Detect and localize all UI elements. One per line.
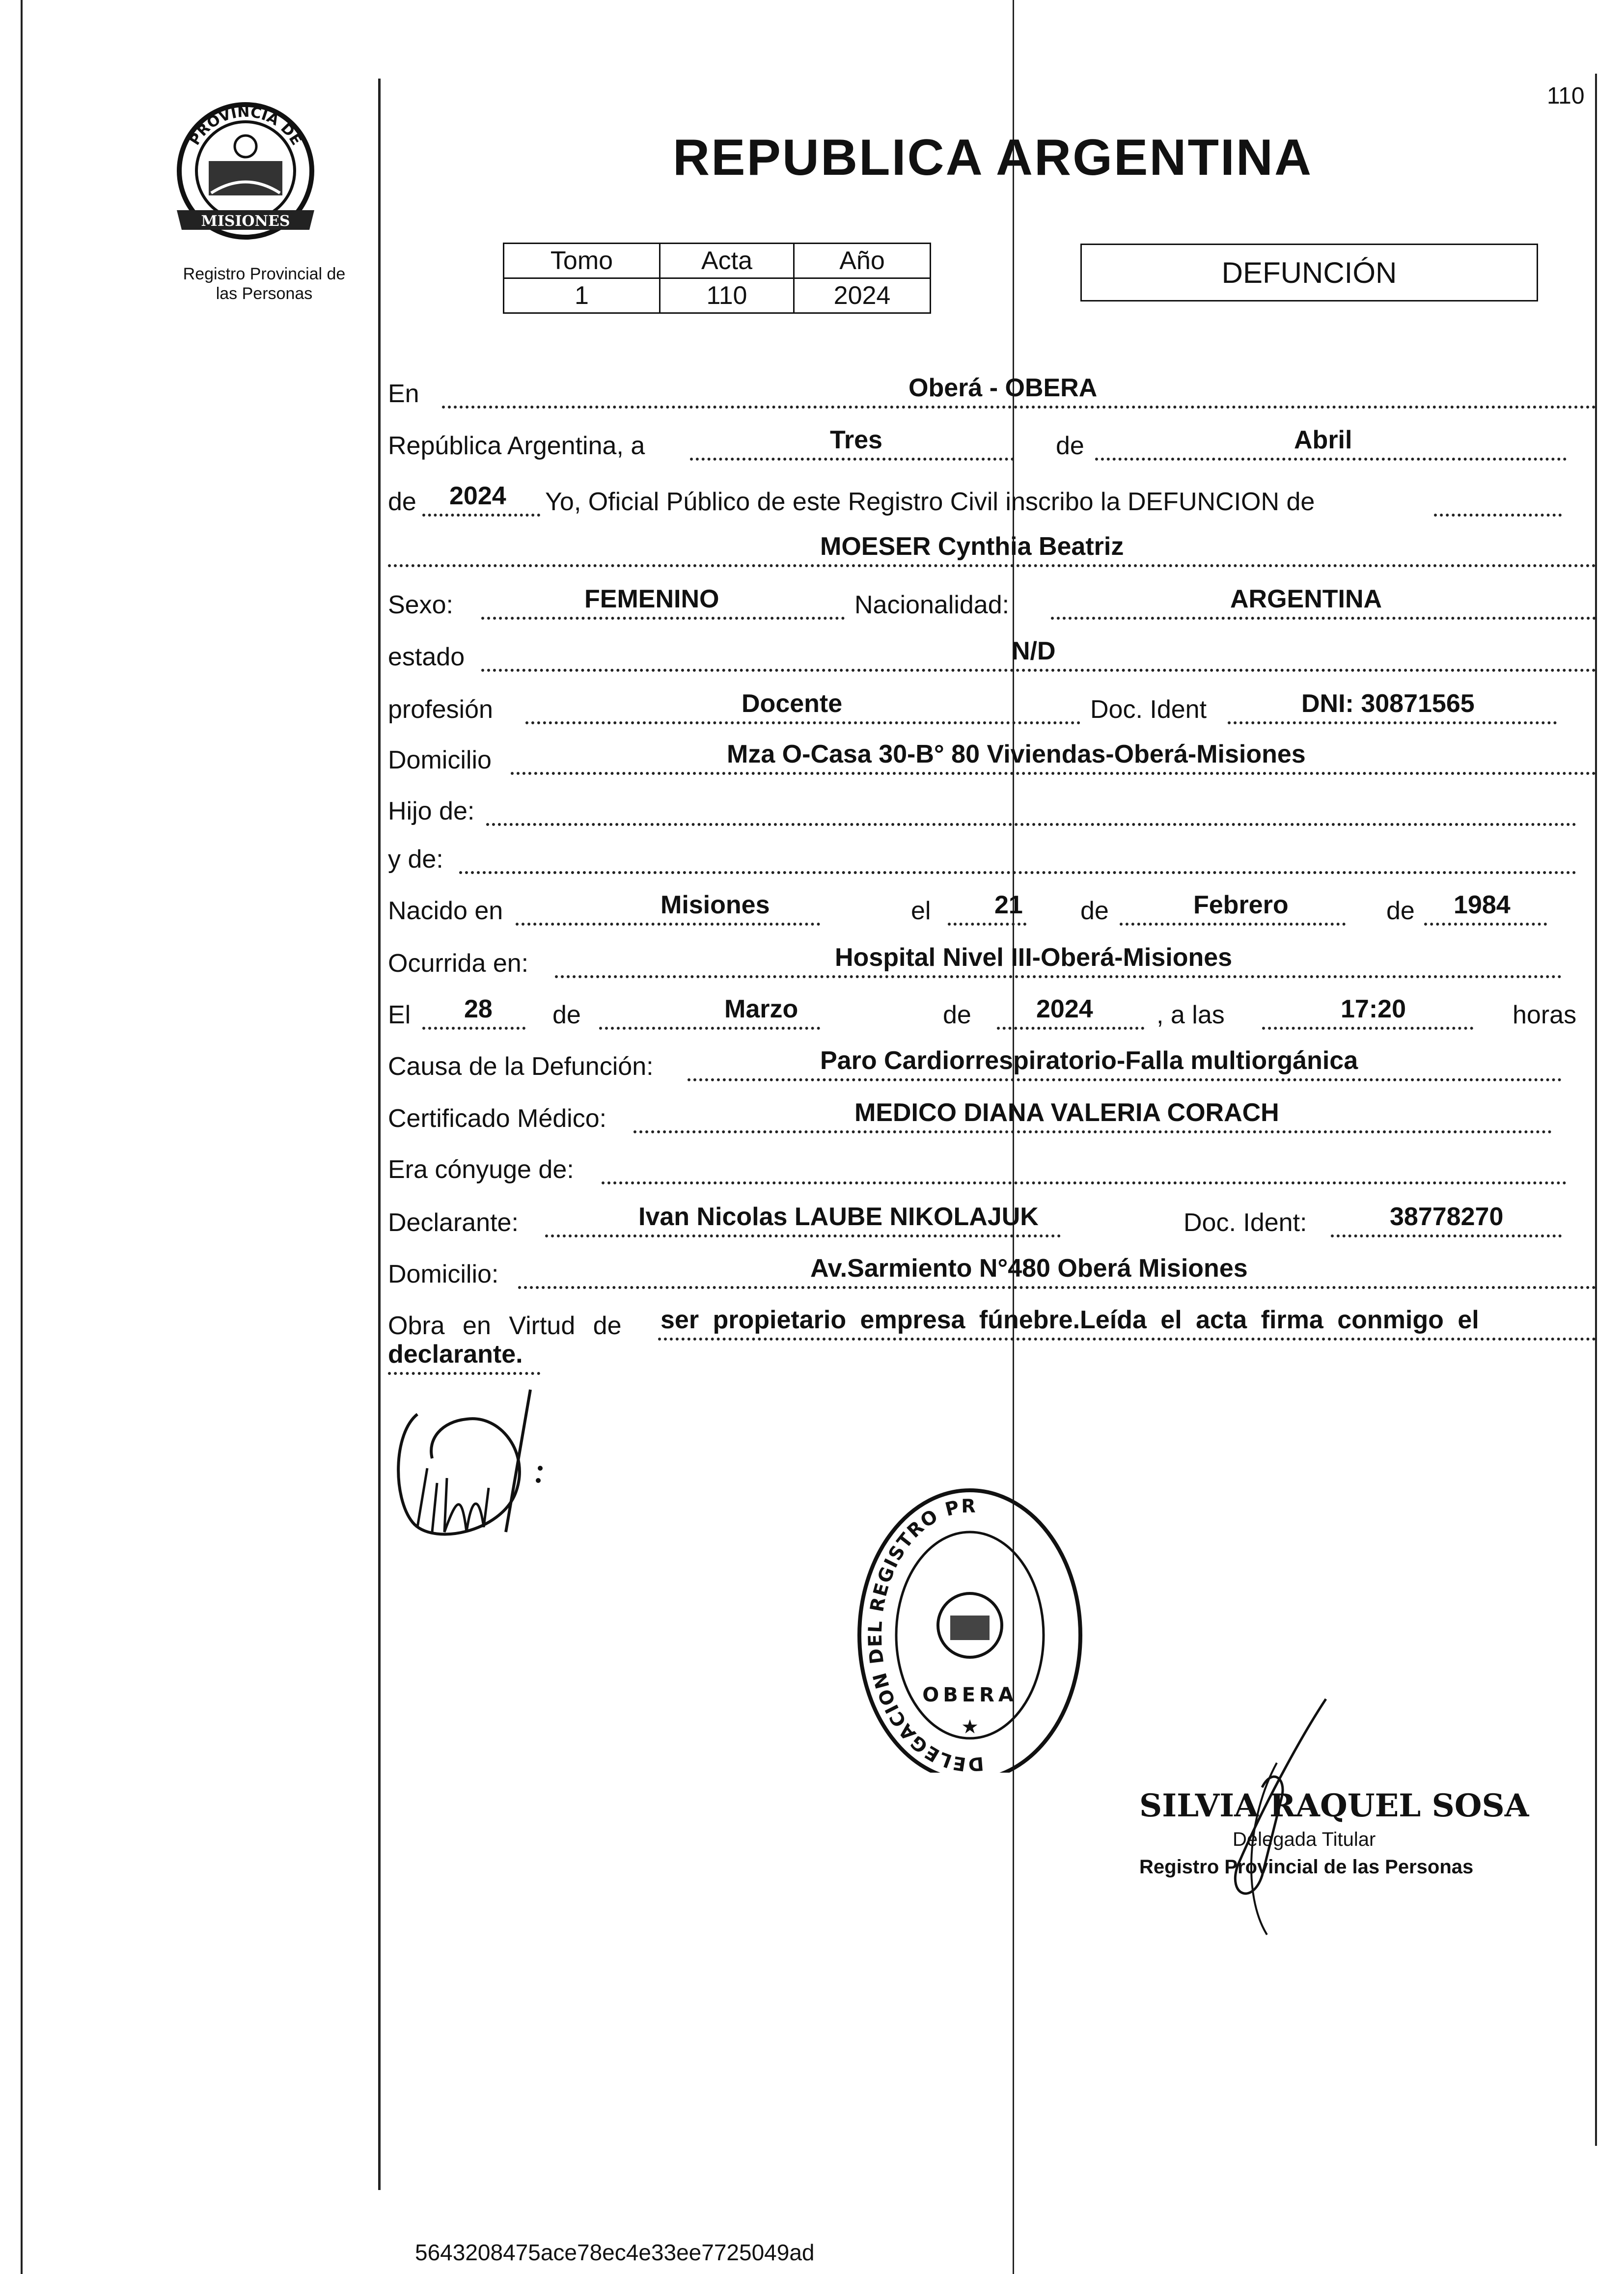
record-value-ano: 2024 xyxy=(794,278,931,313)
profesion-label: profesión xyxy=(388,695,493,724)
row-declarante-domicilio xyxy=(388,1255,1596,1289)
nacionalidad-value: ARGENTINA xyxy=(1230,585,1382,613)
month-de-label: de xyxy=(1056,432,1084,460)
row-conyuge xyxy=(388,1150,1567,1184)
record-value-acta: 110 xyxy=(660,278,794,313)
obra-value-line1: ser propietario empresa fúnebre.Leída el acta firma conmigo el xyxy=(661,1306,1479,1334)
conyuge-label: Era cónyuge de: xyxy=(388,1155,574,1184)
en-value: Oberá - OBERA xyxy=(908,374,1098,402)
declarante-value: Ivan Nicolas LAUBE NIKOLAJUK xyxy=(638,1203,1039,1231)
row-hijo xyxy=(388,792,1576,826)
certificado-label: Certificado Médico: xyxy=(388,1104,607,1133)
row-causa xyxy=(388,1047,1562,1081)
stamp-star-icon: ★ xyxy=(961,1716,979,1738)
death-el-label: El xyxy=(388,1001,411,1029)
row-deceased-name xyxy=(388,533,1596,567)
inscribo-trailing-field xyxy=(1434,484,1562,517)
hijo-field xyxy=(486,794,1576,826)
official-org: Registro Provincial de las Personas xyxy=(1139,1856,1474,1878)
republica-label: República Argentina, a xyxy=(388,432,645,460)
year-value: 2024 xyxy=(449,482,506,510)
death-de-label-1: de xyxy=(552,1001,581,1029)
nacionalidad-label: Nacionalidad: xyxy=(854,591,1010,619)
document-type: DEFUNCIÓN xyxy=(1221,256,1397,289)
birth-year: 1984 xyxy=(1454,891,1511,919)
profesion-value: Docente xyxy=(742,689,843,718)
yde-label: y de: xyxy=(388,845,443,874)
en-label: En xyxy=(388,380,419,408)
alas-label: , a las xyxy=(1156,1001,1225,1029)
record-header-acta: Acta xyxy=(660,244,794,278)
birth-de-label-1: de xyxy=(1080,897,1109,925)
causa-label: Causa de la Defunción: xyxy=(388,1052,654,1081)
death-day: 28 xyxy=(464,995,493,1023)
registry-caption-line2: las Personas xyxy=(216,284,313,303)
obra-label: Obra en Virtud de xyxy=(388,1312,622,1340)
row-nacido xyxy=(388,891,1557,926)
page-number: 110 xyxy=(1547,83,1585,109)
death-year: 2024 xyxy=(1036,995,1093,1023)
registry-caption-line1: Registro Provincial de xyxy=(183,265,346,283)
row-certificado xyxy=(388,1099,1552,1133)
center-fold-line xyxy=(1013,0,1014,2274)
certificado-value: MEDICO DIANA VALERIA CORACH xyxy=(854,1098,1279,1127)
declarant-signature xyxy=(383,1370,560,1552)
svg-text:PROVINCIA DE xyxy=(186,104,305,148)
declarante-label: Declarante: xyxy=(388,1208,519,1237)
hijo-label: Hijo de: xyxy=(388,797,475,825)
row-sexo xyxy=(388,585,1596,620)
doc-ident-value: DNI: 30871565 xyxy=(1301,689,1475,718)
conyuge-field xyxy=(602,1152,1567,1184)
ocurrida-label: Ocurrida en: xyxy=(388,949,529,978)
day-value: Tres xyxy=(830,426,882,454)
row-domicilio xyxy=(388,740,1596,775)
yde-field xyxy=(459,842,1576,874)
declarante-domicilio-value: Av.Sarmiento N°480 Oberá Misiones xyxy=(810,1254,1248,1283)
estado-label: estado xyxy=(388,643,465,671)
logo-bottom-text: MISIONES xyxy=(201,213,290,230)
page-title: REPUBLICA ARGENTINA xyxy=(673,129,1313,186)
form-left-border xyxy=(378,79,381,2190)
registry-caption xyxy=(156,264,372,303)
declarante-domicilio-label: Domicilio: xyxy=(388,1260,499,1288)
record-value-tomo: 1 xyxy=(504,278,660,313)
document-type-box xyxy=(1080,244,1538,301)
death-month: Marzo xyxy=(724,995,798,1023)
year-prefix-label: de xyxy=(388,488,416,516)
sexo-label: Sexo: xyxy=(388,591,453,619)
stamp-ring-text: DELEGACION DEL REGISTRO PR xyxy=(864,1495,985,1773)
estado-value: N/D xyxy=(1012,637,1056,665)
horas-label: horas xyxy=(1513,1001,1577,1029)
logo-top-text: PROVINCIA DE xyxy=(186,103,305,149)
record-header-tomo: Tomo xyxy=(504,244,660,278)
nacido-label: Nacido en xyxy=(388,897,503,925)
causa-value: Paro Cardiorrespiratorio-Falla multiorgánica xyxy=(820,1046,1358,1075)
domicilio-value: Mza O-Casa 30-B° 80 Viviendas-Oberá-Misiones xyxy=(727,740,1306,768)
row-inscribo xyxy=(388,482,1562,517)
inscribo-text: Yo, Oficial Público de este Registro Civil inscribo la DEFUNCION de xyxy=(545,488,1315,516)
ocurrida-value: Hospital Nivel III-Oberá-Misiones xyxy=(835,943,1233,972)
left-margin-line xyxy=(21,0,23,2274)
row-obra xyxy=(388,1306,1596,1341)
row-profesion xyxy=(388,690,1557,724)
row-fecha-defuncion xyxy=(388,995,1586,1030)
birth-de-label-2: de xyxy=(1386,897,1415,925)
death-time: 17:20 xyxy=(1341,995,1406,1023)
month-value: Abril xyxy=(1294,426,1352,454)
declarante-doc-value: 38778270 xyxy=(1390,1203,1504,1231)
nacido-value: Misiones xyxy=(661,891,770,919)
declarante-doc-label: Doc. Ident: xyxy=(1184,1208,1307,1237)
stamp-city: OBERA xyxy=(922,1684,1018,1706)
row-estado xyxy=(388,637,1596,672)
death-de-label-2: de xyxy=(943,1001,971,1029)
doc-ident-label: Doc. Ident xyxy=(1090,695,1207,724)
official-name: SILVIA RAQUEL SOSA xyxy=(1139,1787,1529,1824)
record-header-ano: Año xyxy=(794,244,931,278)
document-hash: 5643208475ace78ec4e33ee7725049ad xyxy=(415,2240,815,2265)
birth-el-label: el xyxy=(911,897,931,925)
obra-value-line2: declarante. xyxy=(388,1340,523,1369)
row-ocurrida xyxy=(388,944,1562,978)
domicilio-label: Domicilio xyxy=(388,746,492,774)
provincial-logo xyxy=(162,87,329,254)
deceased-name: MOESER Cynthia Beatriz xyxy=(820,532,1124,561)
sexo-value: FEMENINO xyxy=(584,585,719,613)
official-stamp xyxy=(854,1478,1085,1773)
row-fecha-inscripcion xyxy=(388,426,1567,461)
birth-day: 21 xyxy=(994,891,1023,919)
birth-month: Febrero xyxy=(1193,891,1289,919)
row-declarante xyxy=(388,1203,1562,1237)
record-table xyxy=(503,243,931,314)
row-en xyxy=(388,374,1596,409)
official-role: Delegada Titular xyxy=(1233,1829,1376,1850)
row-yde xyxy=(388,840,1576,874)
